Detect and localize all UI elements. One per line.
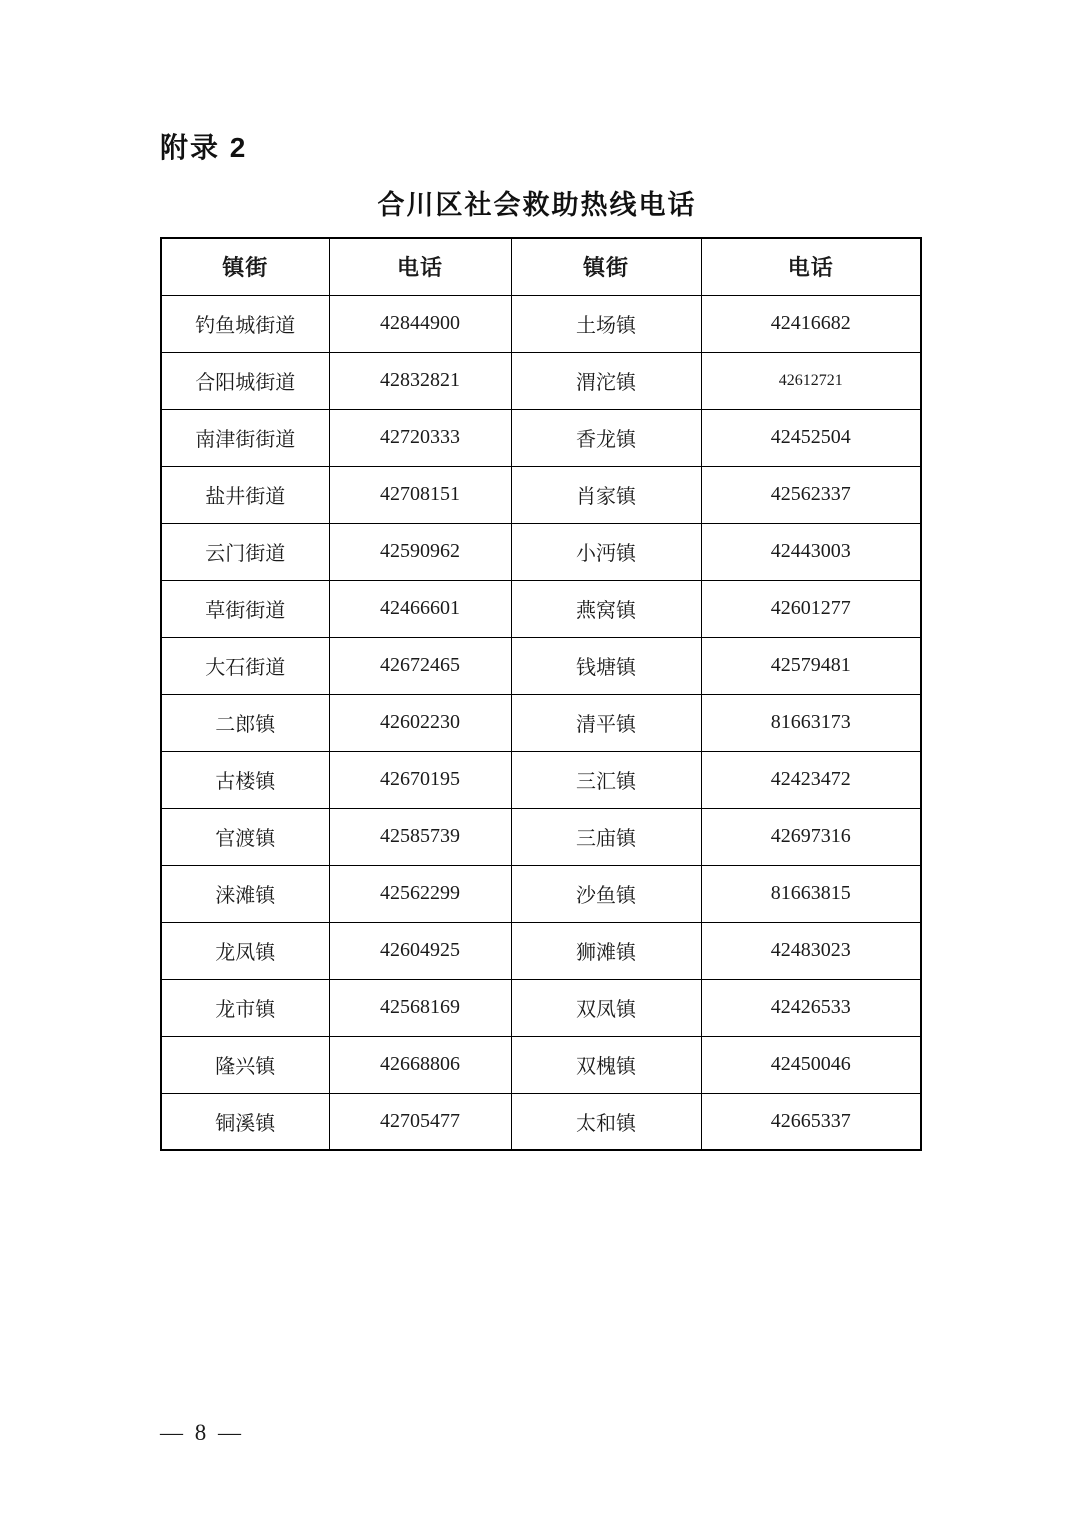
table-row [161, 523, 921, 580]
hotline-table [160, 237, 922, 1151]
town-cell: 香龙镇 [511, 409, 701, 466]
phone-cell: 81663173 [701, 694, 921, 751]
phone-cell: 42426533 [701, 979, 921, 1036]
phone-cell: 42720333 [329, 409, 511, 466]
header-phone-right: 电话 [701, 238, 921, 295]
town-cell: 双槐镇 [511, 1036, 701, 1093]
table-row [161, 352, 921, 409]
town-cell: 合阳城街道 [161, 352, 329, 409]
table-body [161, 295, 921, 1150]
table-row [161, 580, 921, 637]
table-row [161, 409, 921, 466]
phone-cell: 42832821 [329, 352, 511, 409]
phone-cell: 42708151 [329, 466, 511, 523]
phone-cell: 42452504 [701, 409, 921, 466]
phone-cell: 42602230 [329, 694, 511, 751]
table-header [161, 238, 921, 295]
phone-cell: 42844900 [329, 295, 511, 352]
page-number: — 8 — [160, 1420, 244, 1445]
phone-cell: 42562337 [701, 466, 921, 523]
page-title: 合川区社会救助热线电话 [377, 190, 697, 220]
phone-cell: 42670195 [329, 751, 511, 808]
header-row [161, 238, 921, 295]
table-row [161, 694, 921, 751]
phone-cell: 42697316 [701, 808, 921, 865]
town-cell: 官渡镇 [161, 808, 329, 865]
town-cell: 太和镇 [511, 1093, 701, 1150]
phone-cell: 42562299 [329, 865, 511, 922]
table-row [161, 979, 921, 1036]
town-cell: 清平镇 [511, 694, 701, 751]
town-cell: 隆兴镇 [161, 1036, 329, 1093]
town-cell: 肖家镇 [511, 466, 701, 523]
phone-cell: 42604925 [329, 922, 511, 979]
town-cell: 钱塘镇 [511, 637, 701, 694]
header-town-left: 镇街 [161, 238, 329, 295]
town-cell: 沙鱼镇 [511, 865, 701, 922]
town-cell: 三庙镇 [511, 808, 701, 865]
town-cell: 龙凤镇 [161, 922, 329, 979]
town-cell: 大石街道 [161, 637, 329, 694]
header-town-right: 镇街 [511, 238, 701, 295]
phone-cell: 42443003 [701, 523, 921, 580]
phone-cell: 42416682 [701, 295, 921, 352]
town-cell: 云门街道 [161, 523, 329, 580]
table-row [161, 295, 921, 352]
town-cell: 铜溪镇 [161, 1093, 329, 1150]
table-row [161, 466, 921, 523]
town-cell: 燕窝镇 [511, 580, 701, 637]
phone-cell: 42590962 [329, 523, 511, 580]
phone-cell: 42585739 [329, 808, 511, 865]
table-row [161, 1036, 921, 1093]
phone-cell: 42450046 [701, 1036, 921, 1093]
header-phone-left: 电话 [329, 238, 511, 295]
phone-cell: 42601277 [701, 580, 921, 637]
appendix-label: 附录 2 [160, 132, 248, 163]
town-cell: 龙市镇 [161, 979, 329, 1036]
phone-cell: 42579481 [701, 637, 921, 694]
phone-cell: 42568169 [329, 979, 511, 1036]
table-row [161, 751, 921, 808]
town-cell: 土场镇 [511, 295, 701, 352]
town-cell: 二郎镇 [161, 694, 329, 751]
town-cell: 南津街街道 [161, 409, 329, 466]
phone-cell: 42705477 [329, 1093, 511, 1150]
town-cell: 三汇镇 [511, 751, 701, 808]
town-cell: 盐井街道 [161, 466, 329, 523]
town-cell: 小沔镇 [511, 523, 701, 580]
table-row [161, 637, 921, 694]
table-row [161, 865, 921, 922]
phone-cell: 42466601 [329, 580, 511, 637]
phone-cell: 42672465 [329, 637, 511, 694]
table-row [161, 808, 921, 865]
town-cell: 渭沱镇 [511, 352, 701, 409]
town-cell: 草街街道 [161, 580, 329, 637]
phone-cell: 81663815 [701, 865, 921, 922]
phone-cell: 42665337 [701, 1093, 921, 1150]
town-cell: 狮滩镇 [511, 922, 701, 979]
town-cell: 钓鱼城街道 [161, 295, 329, 352]
town-cell: 双凤镇 [511, 979, 701, 1036]
phone-cell: 42668806 [329, 1036, 511, 1093]
phone-cell: 42483023 [701, 922, 921, 979]
phone-cell: 42423472 [701, 751, 921, 808]
table-row [161, 922, 921, 979]
table-row [161, 1093, 921, 1150]
town-cell: 古楼镇 [161, 751, 329, 808]
town-cell: 涞滩镇 [161, 865, 329, 922]
phone-cell: 42612721 [701, 352, 921, 409]
